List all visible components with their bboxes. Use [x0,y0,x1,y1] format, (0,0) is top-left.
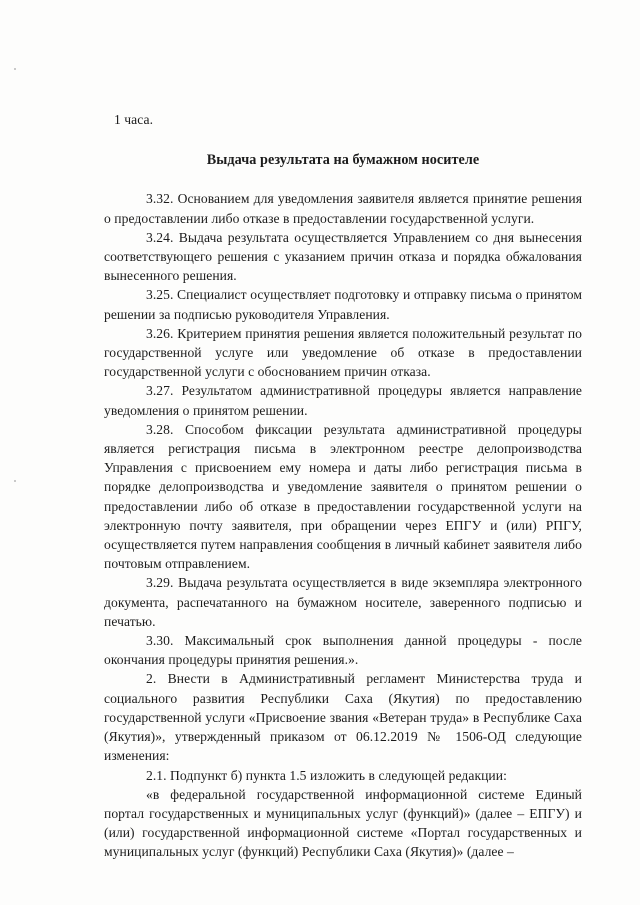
paragraph-3-25: 3.25. Специалист осуществляет подготовку и отправку письма о принятом решении за подписью руководителя Управления. [104,287,582,322]
scan-mark [14,480,16,482]
lead-line: 1 часа. [114,112,154,127]
paragraph-3-27: 3.27. Результатом административной процедуры является направление уведомления о принятом решении. [104,383,582,418]
section-heading: Выдача результата на бумажном носителе [206,152,480,169]
paragraph-3-28: 3.28. Способом фиксации результата административной процедуры является регистрация письма в электронном реестре делопроизводства Управления с присвоением ему номера и даты либо регистрация письма в порядке делопроизводства и уведомление заявителя о принятом решении о предоставлении либо об отказе в предоставлении государственной услуги на электронную почту заявителя, при обращении через ЕПГУ и (или) РПГУ, осуществляется путем направления сообщения в личный кабинет заявителя либо почтовым отправлением. [104,421,582,572]
paragraph-3-32: 3.32. Основанием для уведомления заявителя является принятие решения о предоставлении либо отказе в предоставлении государственной услуги. [104,191,582,226]
paragraph-3-26: 3.26. Критерием принятия решения является положительный результат по государственной услуге или уведомление об отказе в предоставлении государственной услуги с обоснованием причин отказа. [104,325,582,380]
paragraph-quote: «в федеральной государственной информационной системе Единый портал государственных и муниципальных услуг (функций)» (далее – ЕПГУ) и (или) государственной информационной системе «Портал государственных и муниципальных услуг (функций) Республики Саха (Якутия)» (далее – [104,786,582,860]
paragraph-3-24: 3.24. Выдача результата осуществляется Управлением со дня вынесения соответствующего решения с указанием причин отказа и порядка обжалования вынесенного решения. [104,229,582,284]
scan-mark [14,68,16,70]
paragraph-item-2-1: 2.1. Подпункт б) пункта 1.5 изложить в следующей редакции: [146,767,507,783]
paragraph-3-29: 3.29. Выдача результата осуществляется в виде экземпляра электронного документа, распечатанного на бумажном носителе, заверенного подписью и печатью. [104,575,582,629]
paragraph-item-2: 2. Внести в Административный регламент Министерства труда и социального развития Республики Саха (Якутия) по предоставлению государственной услуги «Присвоение звания «Ветеран труда» в Республике Саха (Якутия)», утвержденный приказом от 06.12.2019 № 1506-ОД следующие изменения: [104,671,582,764]
document-body [104,110,582,862]
paragraph-3-30: 3.30. Максимальный срок выполнения данной процедуры - после окончания процедуры принятия решения.». [104,633,582,668]
